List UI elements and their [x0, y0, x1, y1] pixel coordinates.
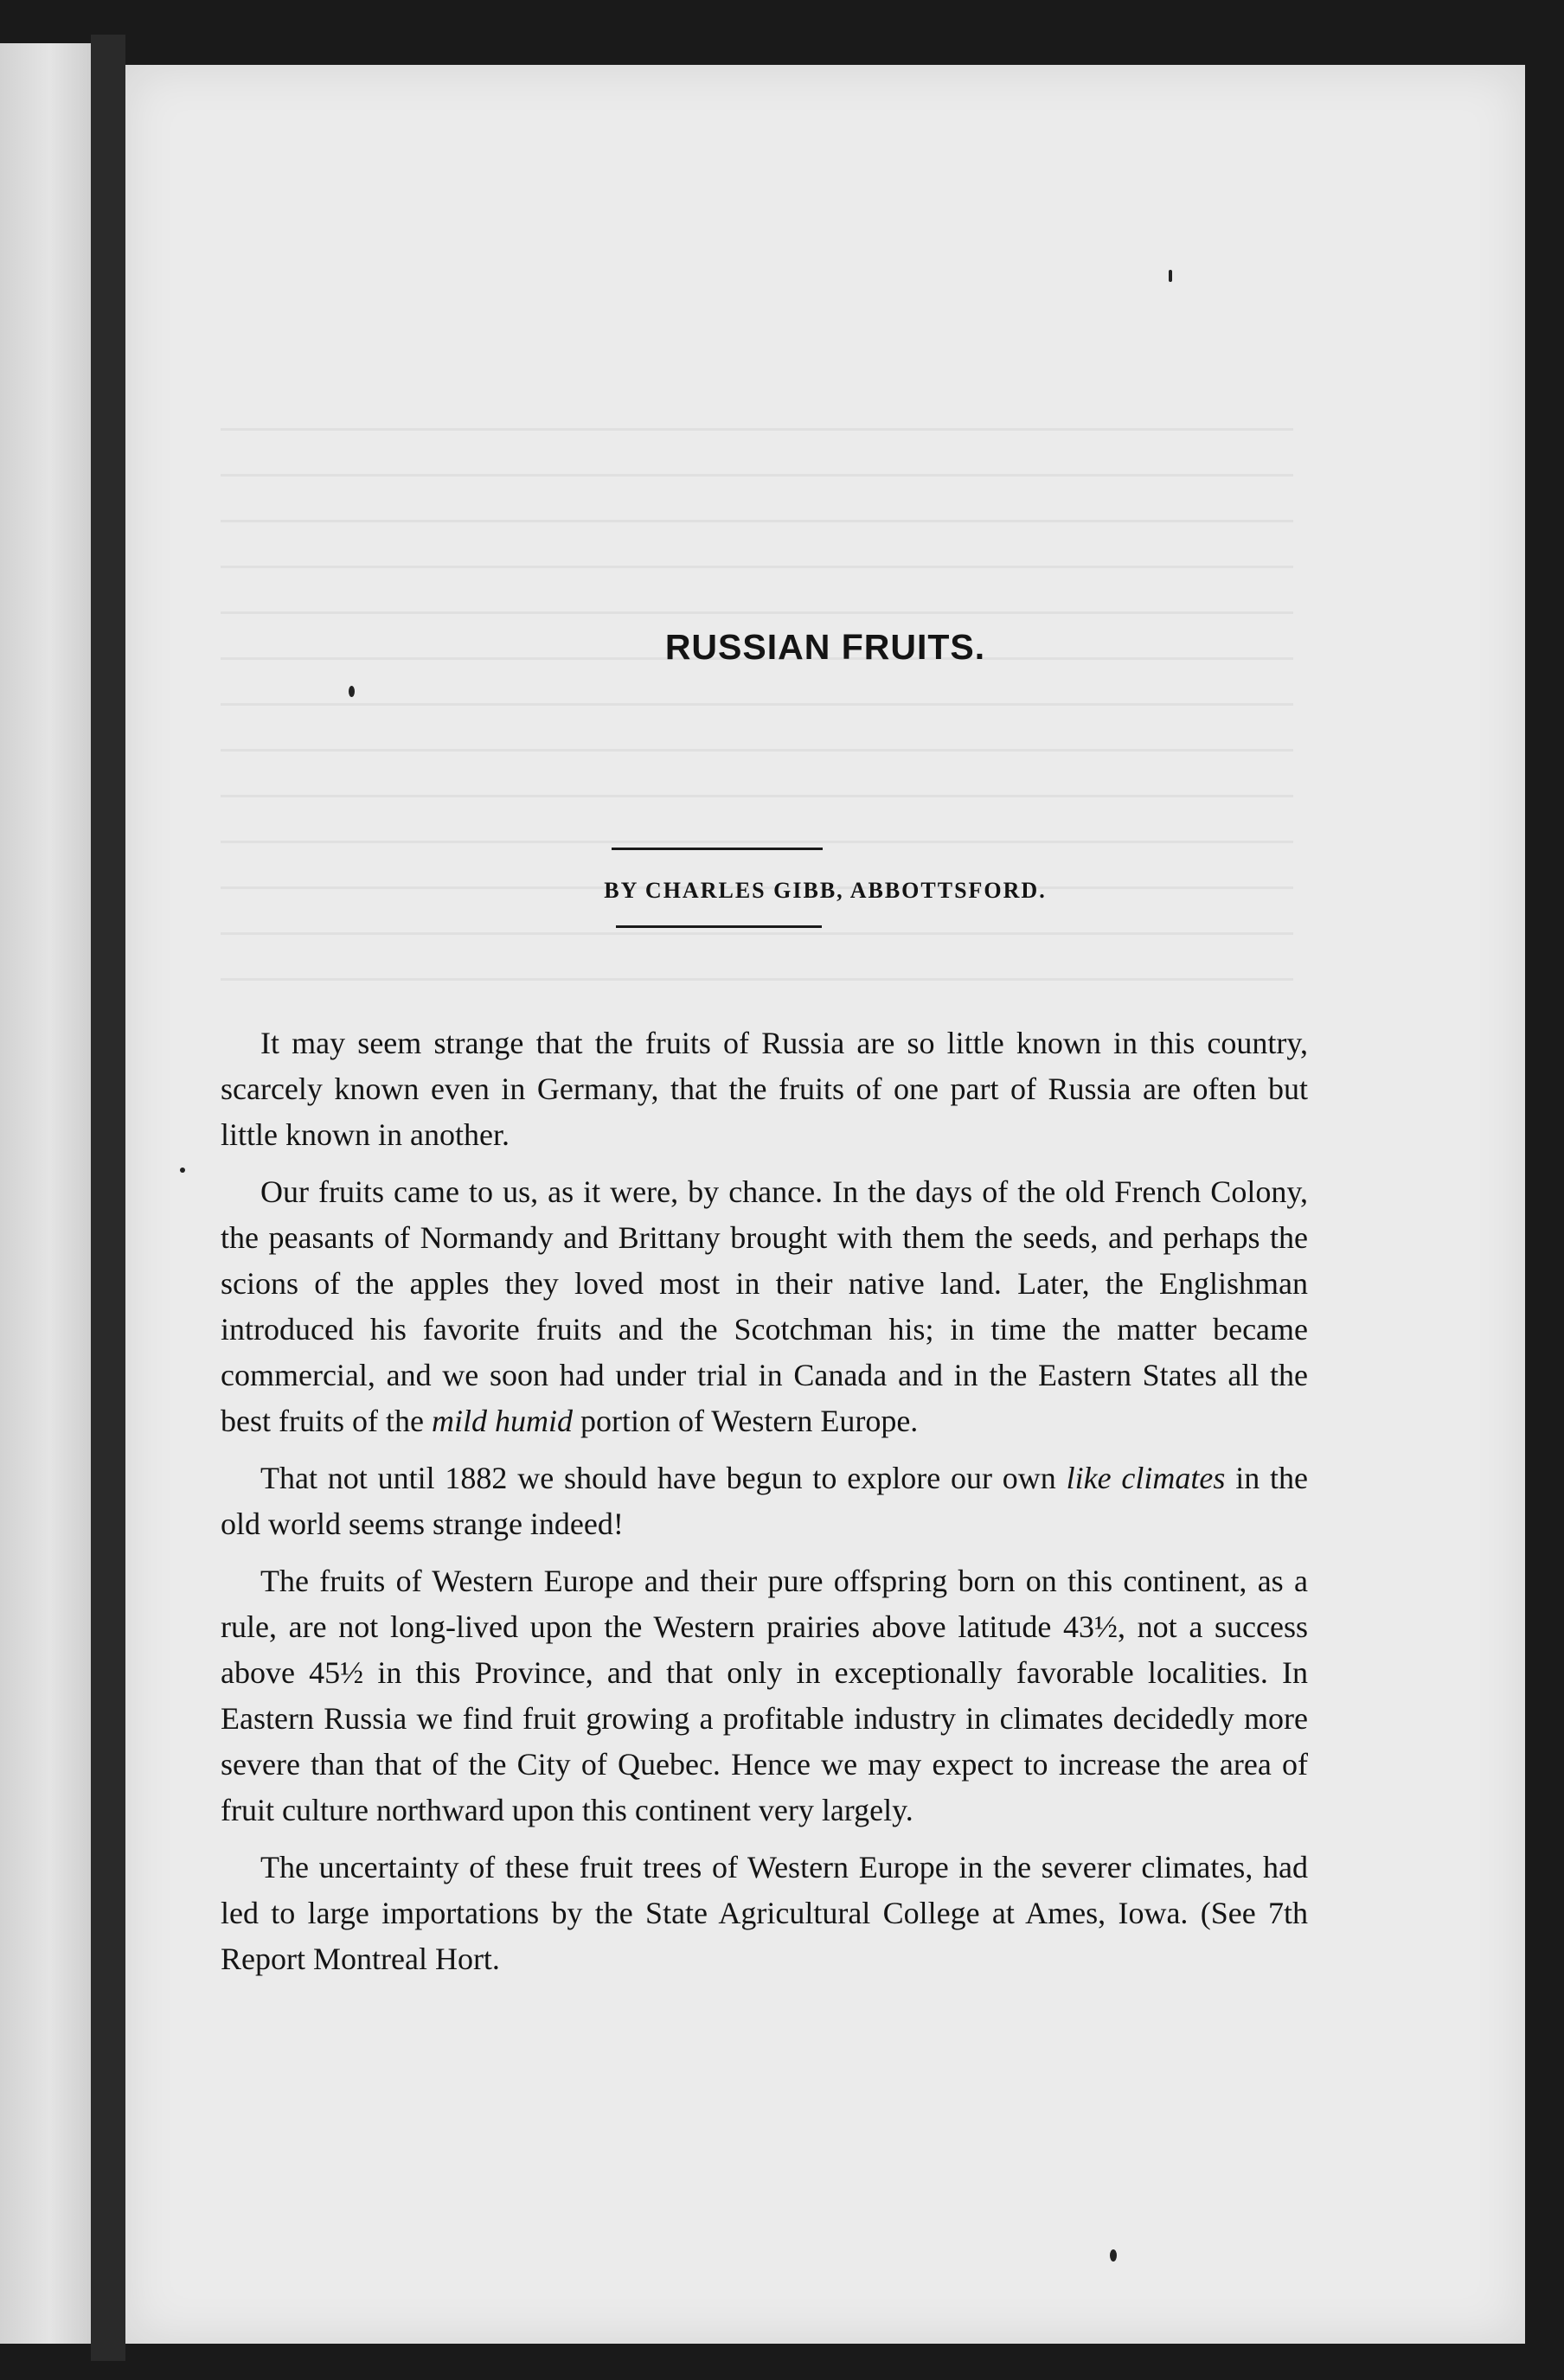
- emphasized-text: mild humid: [431, 1404, 573, 1438]
- article-byline: BY CHARLES GIBB, ABBOTTSFORD.: [604, 878, 1047, 903]
- title-divider: [612, 848, 823, 850]
- ink-speck: [349, 686, 355, 697]
- bleed-through-line: [221, 520, 1293, 522]
- paragraph-text: It may seem strange that the fruits of Russia are so little known in this country, scarcely known even in Germany, that the fruits of one part of Russia are often but little known in another.: [221, 1026, 1308, 1152]
- previous-page-edge: [0, 43, 91, 2344]
- byline-divider: [616, 925, 822, 928]
- paragraph-text: in the old world seems strange indeed!: [221, 1461, 1309, 1541]
- binding-gutter: [91, 35, 125, 2361]
- bleed-through-line: [221, 932, 1293, 935]
- bleed-through-line: [221, 566, 1293, 568]
- bleed-through-line: [221, 611, 1293, 614]
- bleed-through-line: [221, 795, 1293, 797]
- bleed-through-line: [221, 474, 1293, 477]
- article-body: [221, 1020, 1308, 1993]
- bleed-through-line: [221, 428, 1293, 431]
- ink-speck: [1169, 270, 1172, 282]
- body-paragraph: [221, 1456, 1308, 1547]
- paragraph-text: The uncertainty of these fruit trees of Western Europe in the severer climates, had led to large importations by the State Agricultural College at Ames, Iowa. (See 7th Report Montreal Hort.: [221, 1850, 1308, 1976]
- paragraph-text: The fruits of Western Europe and their pure offspring born on this continent, as a rule, are not long-lived upon the Western prairies above latitude 43½, not a success above 45½ in this Province, and that only in exceptionally favorable localities. In Eastern Russia we find fruit growing a profitable industry in climates decidedly more severe than that of the City of Quebec. Hence we may expect to increase the area of fruit culture northward upon this continent very largely.: [221, 1564, 1308, 1827]
- article-title: RUSSIAN FRUITS.: [664, 627, 986, 667]
- bleed-through-line: [221, 703, 1293, 706]
- body-paragraph: [221, 1020, 1308, 1158]
- bleed-through-line: [221, 841, 1293, 843]
- body-paragraph: [221, 1845, 1308, 1982]
- bleed-through-line: [221, 749, 1293, 752]
- body-paragraph: [221, 1558, 1308, 1833]
- paragraph-text: Our fruits came to us, as it were, by chance. In the days of the old French Colony, the peasants of Normandy and Brittany brought with them the seeds, and perhaps the scions of the apples they loved most in their native land. Later, the Englishman introduced his favorite fruits and the Scotchman his; in time the matter became commercial, and we soon had under trial in Canada and in the Eastern States all the best fruits of the: [221, 1174, 1308, 1438]
- paragraph-text: portion of Western Europe.: [572, 1404, 919, 1438]
- body-paragraph: [221, 1169, 1308, 1444]
- bleed-through-line: [221, 978, 1293, 981]
- ink-speck: [1110, 2249, 1117, 2262]
- document-page: [125, 65, 1525, 2344]
- emphasized-text: like climates: [1066, 1461, 1226, 1495]
- ink-speck: [180, 1168, 185, 1173]
- paragraph-text: That not until 1882 we should have begun to explore our own: [260, 1461, 1067, 1495]
